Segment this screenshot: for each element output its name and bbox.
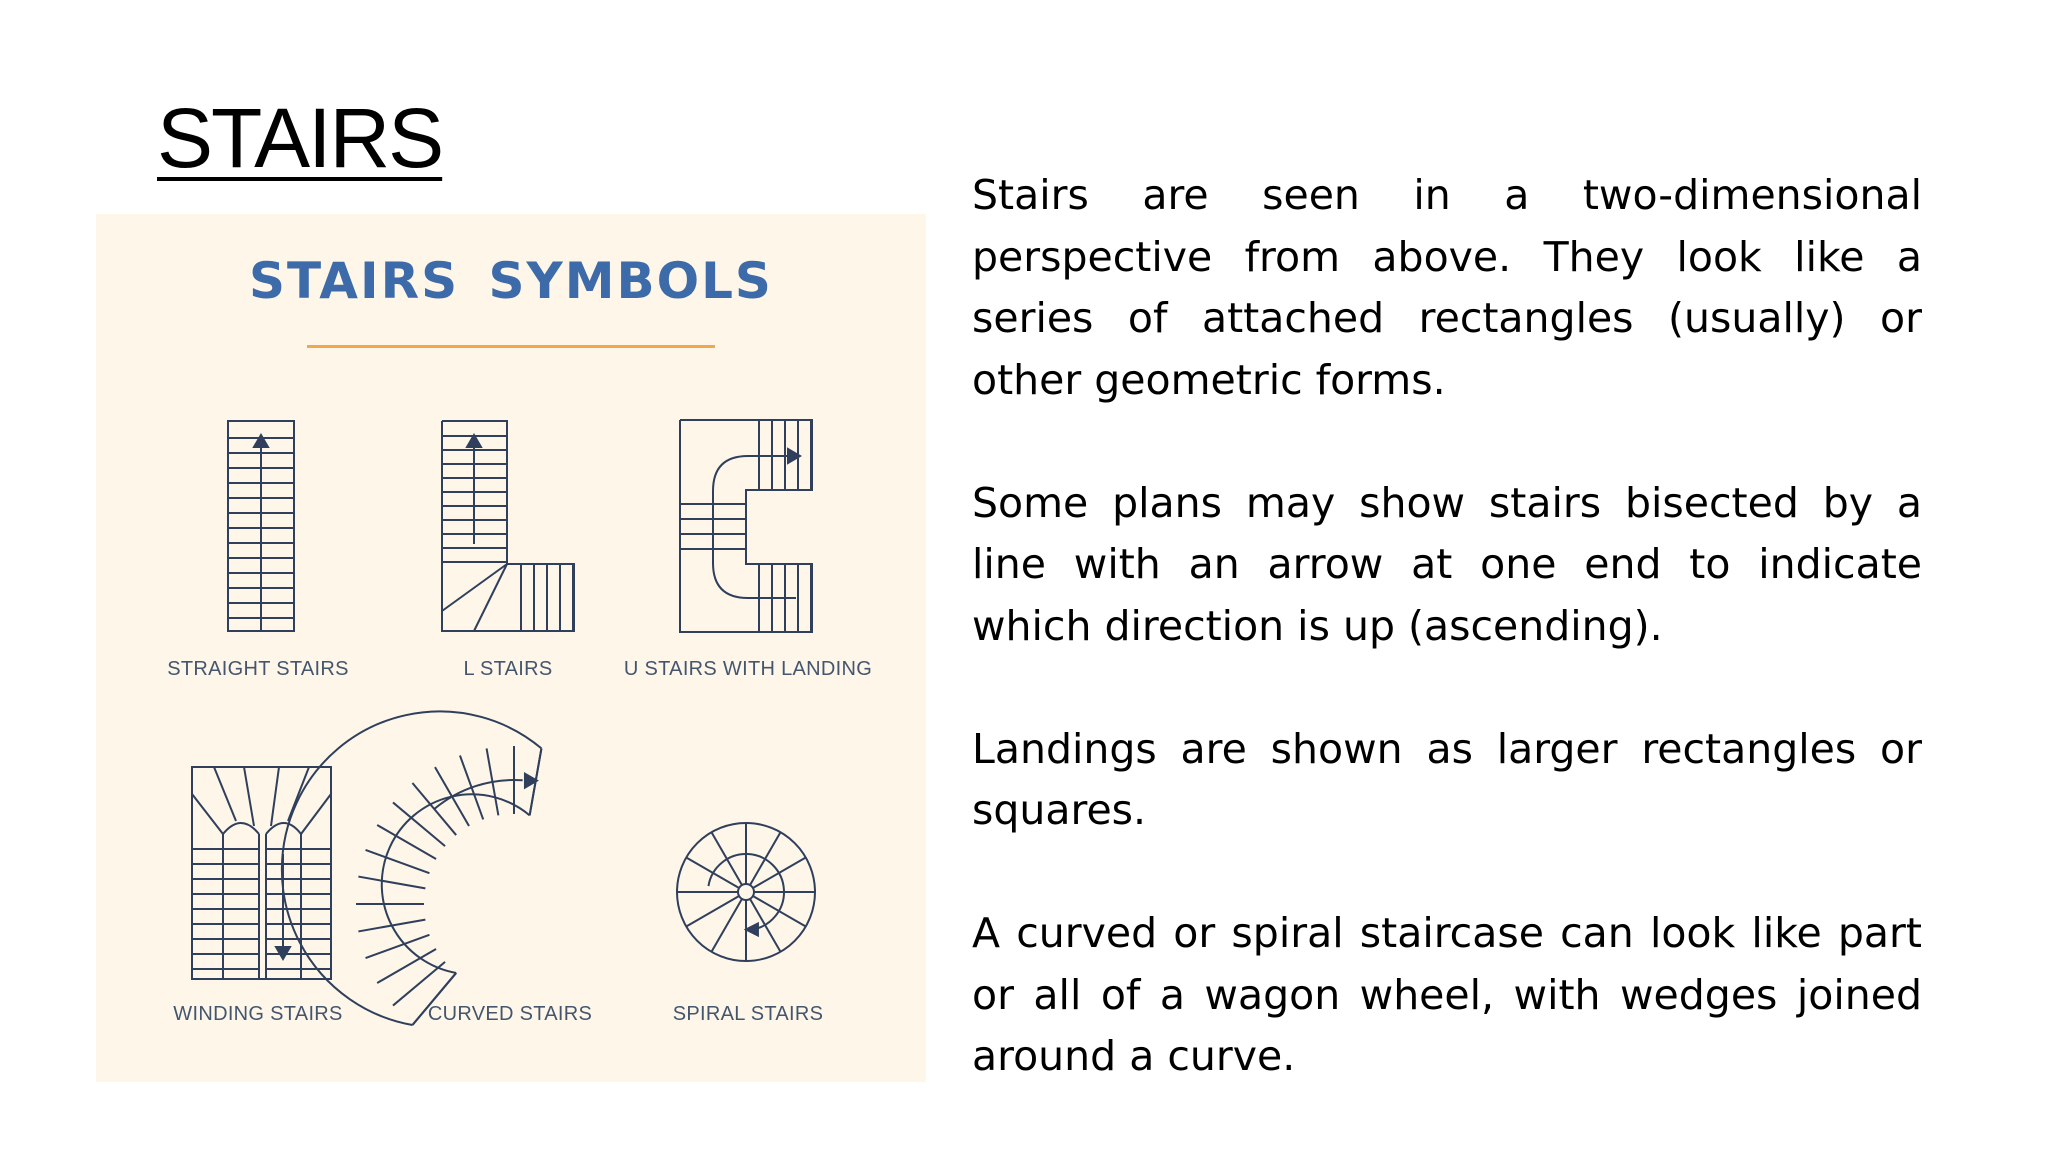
stairs-symbols-figure xyxy=(96,214,926,1082)
paragraph-3: Landings are shown as larger rectangles or squares. xyxy=(972,724,1922,834)
winding-stairs-icon xyxy=(192,767,331,979)
slide-title: STAIRS xyxy=(157,91,443,185)
paragraph-4: A curved or spiral staircase can look like part or all of a wagon wheel, with wedges joined around a curve. xyxy=(972,909,1922,1080)
paragraph-2: Some plans may show stairs bisected by a line with an arrow at one end to indicate which direction is up (ascending). xyxy=(972,478,1922,650)
figure-heading: STAIRS SYMBOLS xyxy=(249,252,773,310)
label-spiral-stairs: SPIRAL STAIRS xyxy=(672,1003,824,1025)
label-u-stairs: U STAIRS WITH LANDING xyxy=(623,658,873,680)
spiral-stairs-icon xyxy=(677,823,815,961)
label-winding-stairs: WINDING STAIRS xyxy=(173,1003,343,1025)
body-text xyxy=(972,165,1922,1088)
label-straight-stairs: STRAIGHT STAIRS xyxy=(167,658,349,680)
l-stairs-icon xyxy=(442,421,574,631)
paragraph-1: Stairs are seen in a two-dimensional perspective from above. They look like a series of attached rectangles (usually) or other geometric forms. xyxy=(972,171,1922,404)
u-stairs-with-landing-icon xyxy=(680,420,812,632)
label-l-stairs: L STAIRS xyxy=(463,658,553,680)
straight-stairs-icon xyxy=(228,421,294,631)
curved-stairs-icon xyxy=(282,711,542,1025)
stairs-symbols-drawing xyxy=(96,214,926,1082)
label-curved-stairs: CURVED STAIRS xyxy=(427,1003,593,1025)
